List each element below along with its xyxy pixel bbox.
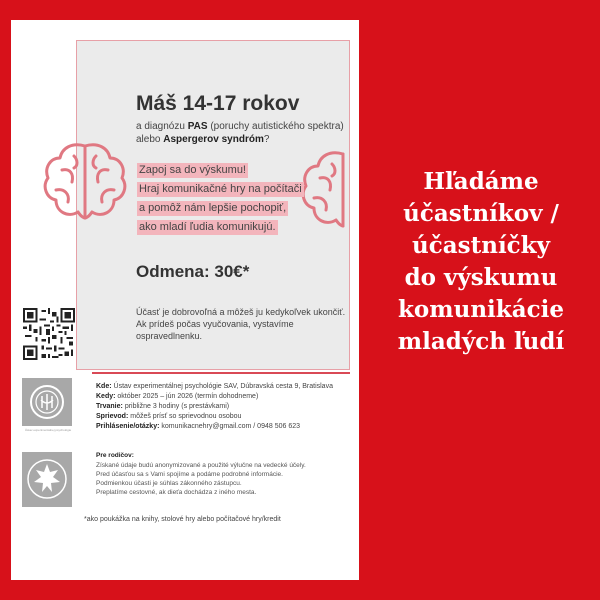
parents-line: Pred účasťou sa s Vami spojíme a podáme podrobné informácie.	[96, 471, 283, 478]
highlight-line: Zapoj sa do výskumu!	[139, 164, 246, 176]
flyer-subtitle	[136, 120, 356, 146]
event-details	[96, 382, 350, 432]
heading-line: účastníčky	[412, 232, 550, 259]
participation-note: Účasť je dobrovoľná a môžeš ju kedykoľvek ukončiť. Ak prídeš počas vyučovania, vystavíme ospravedlnenku.	[136, 307, 346, 341]
highlight-line: Hraj komunikačné hry na počítači	[139, 183, 302, 195]
recruitment-heading	[362, 166, 600, 358]
section-divider	[92, 372, 350, 374]
qr-code[interactable]	[23, 308, 75, 360]
parents-line: Získané údaje budú anonymizované a použité výlučne na vedecké účely.	[96, 462, 306, 469]
reward-footnote: *ako poukážka na knihy, stolové hry alebo počítačové hry/kredit	[84, 516, 281, 523]
heading-line: do výskumu	[404, 264, 558, 291]
parents-title: Pre rodičov:	[96, 452, 134, 459]
parents-line: Preplatíme cestovné, ak dieťa dochádza z iného mesta.	[96, 489, 257, 496]
detail-when: Kedy: október 2025 – jún 2026 (termín dohodneme)	[96, 393, 259, 400]
parents-info	[96, 451, 350, 497]
parents-line: Podmienkou účasti je súhlas zákonného zástupcu.	[96, 480, 242, 487]
institute-logo	[22, 378, 72, 426]
detail-signup: Prihlásenie/otázky: komunikacnehry@gmail.com / 0948 506 623	[96, 423, 301, 430]
institute-logo-caption: Ústav experimentálnej psychológie	[24, 428, 72, 432]
reward-text: Odmena: 30€*	[136, 262, 250, 281]
subtitle-text: ?	[263, 134, 270, 145]
highlight-line: a pomôž nám lepšie pochopiť,	[139, 202, 287, 214]
detail-duration: Trvanie: približne 3 hodiny (s prestávkami)	[96, 403, 230, 410]
subtitle-text: (poruchy autistického spektra) alebo	[136, 121, 344, 145]
detail-companion: Sprievod: môžeš prísť so sprievodnou osobou	[96, 413, 242, 420]
highlight-line: ako mladí ľudia komunikujú.	[139, 221, 276, 233]
flyer-headline: Máš 14-17 rokov	[136, 92, 300, 115]
heading-line: mladých ľudí	[397, 328, 565, 355]
academy-logo	[22, 452, 72, 507]
heading-line: Hľadáme	[423, 168, 539, 195]
subtitle-asperger: Aspergerov syndróm	[163, 134, 264, 145]
detail-where: Kde: Ústav experimentálnej psychológie SAV, Dúbravská cesta 9, Bratislava	[96, 383, 333, 390]
subtitle-text: a diagnózu	[136, 121, 188, 132]
brain-icon	[42, 140, 128, 224]
heading-line: účastníkov /	[403, 200, 559, 227]
heading-line: komunikácie	[397, 296, 564, 323]
brain-icon	[300, 148, 358, 232]
subtitle-pas: PAS	[187, 121, 208, 132]
